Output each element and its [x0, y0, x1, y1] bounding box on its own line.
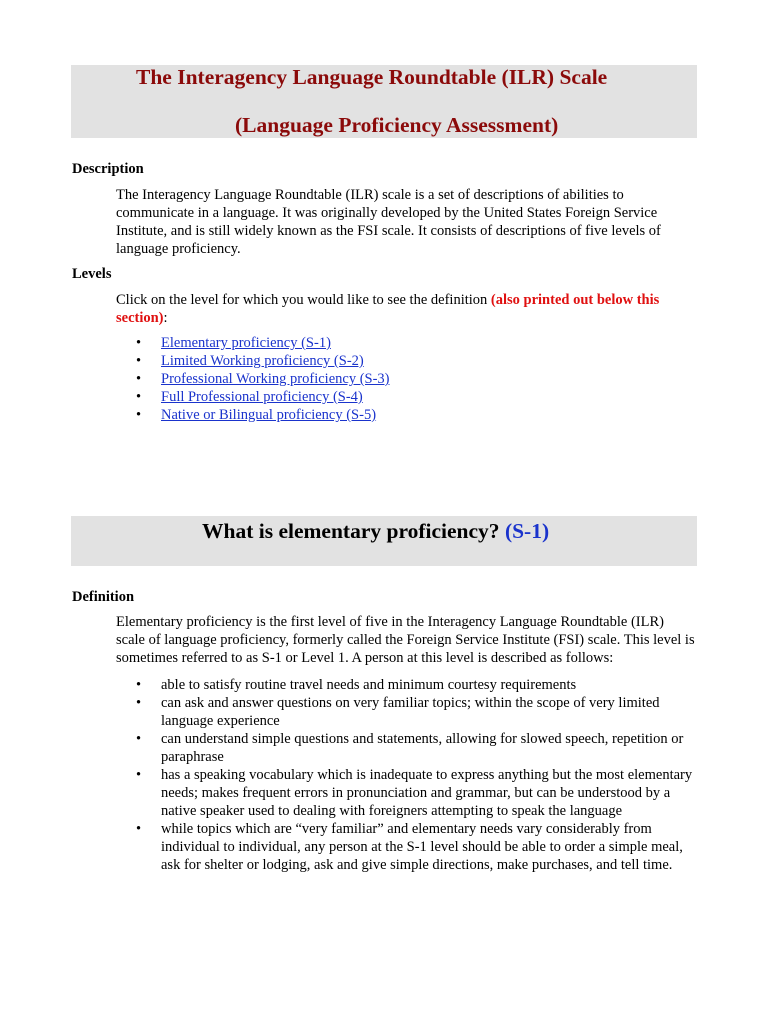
list-item: • can ask and answer questions on very familiar topics; within the scope of very limited language experience [116, 694, 696, 730]
levels-heading: Levels [72, 266, 112, 282]
list-item: • can understand simple questions and statements, allowing for slowed speech, repetition or paraphrase [116, 730, 696, 766]
level-link-s1[interactable]: Elementary proficiency (S-1) [161, 335, 331, 351]
level-link-s3[interactable]: Professional Working proficiency (S-3) [161, 371, 390, 387]
description-heading: Description [72, 161, 144, 177]
page-title: The Interagency Language Roundtable (ILR) Scale [136, 65, 608, 89]
title-banner [71, 65, 697, 138]
levels-intro-text: Click on the level for which you would like to see the definition [116, 292, 491, 308]
page-subtitle: (Language Proficiency Assessment) [235, 113, 559, 137]
definition-text: Elementary proficiency is the first level of five in the Interagency Language Roundtable (ILR) scale of language proficiency, formerly called the Foreign Service Institute (FSI) scale. This level is sometimes referred to as S-1 or Level 1. A person at this level is described as follows: [116, 614, 695, 666]
levels-list [116, 334, 390, 424]
level-link-s5[interactable]: Native or Bilingual proficiency (S-5) [161, 407, 377, 423]
definition-heading: Definition [72, 589, 135, 605]
description-text: The Interagency Language Roundtable (ILR) scale is a set of descriptions of abilities to communicate in a language. It was originally developed by the United States Foreign Service Institute, and is still widely known as the FSI scale. It consists of descriptions of five levels of language proficiency. [116, 187, 661, 257]
level-link-s2[interactable]: Limited Working proficiency (S-2) [161, 353, 364, 369]
list-item: • has a speaking vocabulary which is inadequate to express anything but the most elementary needs; makes frequent errors in pronunciation and grammar, but can be understood by a native speaker used to dealing with foreigners attempting to speak the language [116, 766, 696, 820]
list-item [116, 388, 390, 406]
section-heading-code: (S-1) [504, 519, 550, 543]
levels-colon: : [163, 310, 168, 326]
list-item: • able to satisfy routine travel needs and minimum courtesy requirements [116, 676, 696, 694]
section-heading-text: What is elementary proficiency? [202, 519, 505, 543]
section-heading-banner [71, 516, 697, 566]
list-item [116, 406, 390, 424]
levels-intro [116, 291, 696, 327]
levels-note: (also printed out below this section) [116, 292, 660, 326]
list-item [116, 352, 390, 370]
list-item [116, 334, 390, 352]
level-link-s4[interactable]: Full Professional proficiency (S-4) [161, 389, 363, 405]
section-heading [202, 519, 549, 544]
list-item [116, 370, 390, 388]
traits-list [116, 676, 696, 874]
list-item: • while topics which are “very familiar” and elementary needs vary considerably from individual to individual, any person at the S-1 level should be able to order a simple meal, ask for shelter or lodging, ask and give simple directions, make purchases, and tell time. [116, 820, 696, 874]
